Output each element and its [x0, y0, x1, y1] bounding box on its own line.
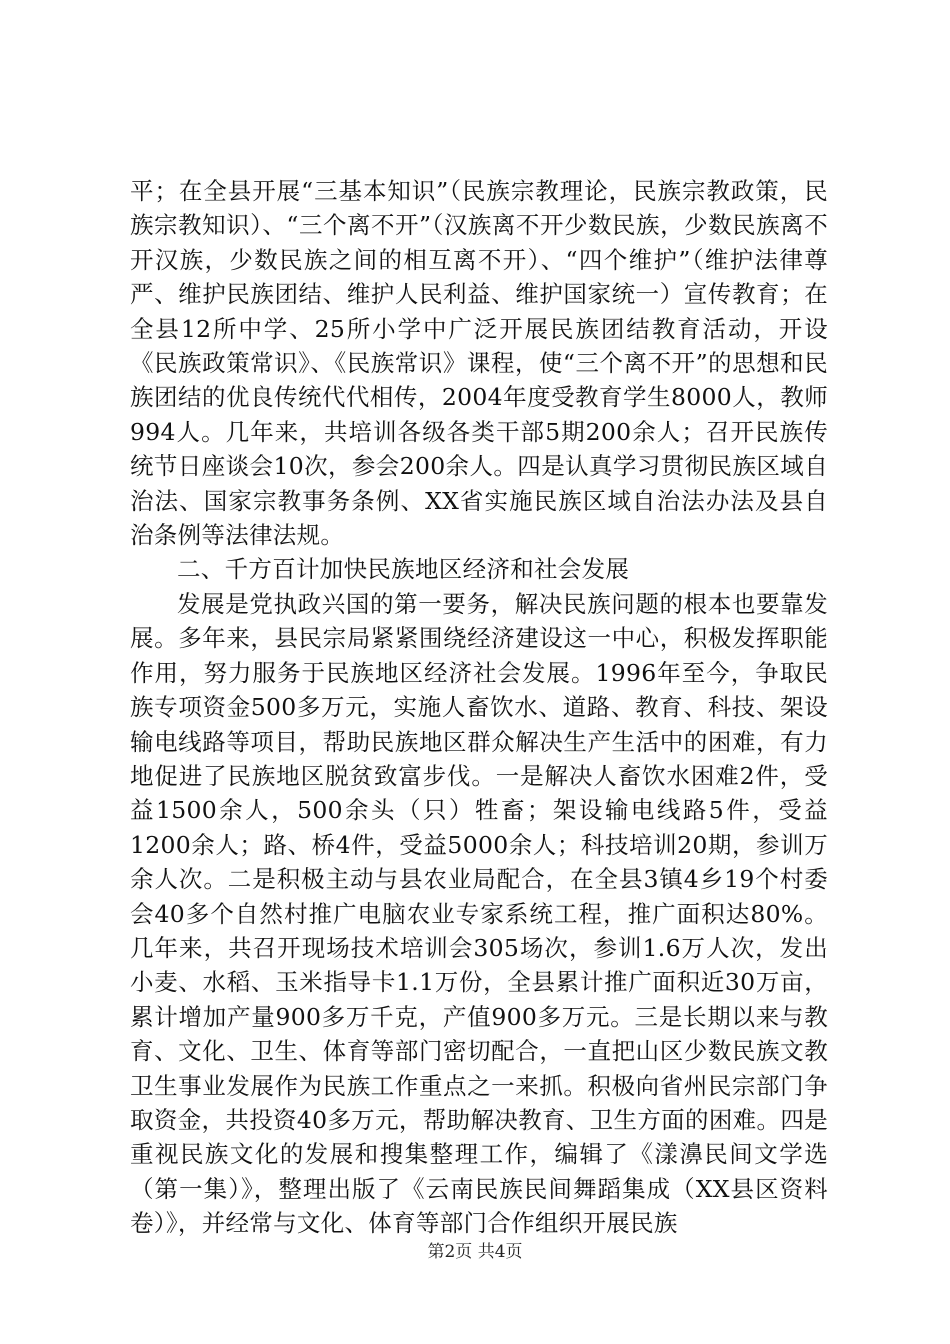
document-body — [130, 174, 828, 1241]
section-heading: 二、千方百计加快民族地区经济和社会发展 — [177, 555, 630, 584]
paragraph-continuation: 平；在全县开展“三基本知识”（民族宗教理论，民族宗教政策，民族宗教知识）、“三个离不开”（汉族离不开少数民族，少数民族离不开汉族，少数民族之间的相互离不开）、“四个维护”（维护法律尊严、维护民族团结、维护人民利益、维护国家统一）宣传教育；在全县12所中学、25所小学中广泛开展民族团结教育活动，开设《民族政策常识》、《民族常识》课程，使“三个离不开”的思想和民族团结的优良传统代代相传，2004年度受教育学生8000人，教师994人。几年来，共培训各级各类干部5期200余人；召开民族传统节日座谈会10次，参会200余人。四是认真学习贯彻民族区域自治法、国家宗教事务条例、XX省实施民族区域自治法办法及县自治条例等法律法规。 — [130, 177, 828, 550]
page-footer: 第2页 共4页 — [427, 1242, 523, 1262]
paragraph-development: 发展是党执政兴国的第一要务，解决民族问题的根本也要靠发展。多年来，县民宗局紧紧围绕经济建设这一中心，积极发挥职能作用，努力服务于民族地区经济社会发展。1996年至今，争取民族专项资金500多万元，实施人畜饮水、道路、教育、科技、架设输电线路等项目，帮助民族地区群众解决生产生活中的困难，有力地促进了民族地区脱贫致富步伐。一是解决人畜饮水困难2件，受益1500余人，500余头（只）牲畜；架设输电线路5件，受益1200余人；路、桥4件，受益5000余人；科技培训20期，参训万余人次。二是积极主动与县农业局配合，在全县3镇4乡19个村委会40多个自然村推广电脑农业专家系统工程，推广面积达80%。几年来，共召开现场技术培训会305场次，参训1.6万人次，发出小麦、水稻、玉米指导卡1.1万份，全县累计推广面积近30万亩，累计增加产量900多万千克，产值900多万元。三是长期以来与教育、文化、卫生、体育等部门密切配合，一直把山区少数民族文教卫生事业发展作为民族工作重点之一来抓。积极向省州民宗部门争取资金，共投资40多万元，帮助解决教育、卫生方面的困难。四是重视民族文化的发展和搜集整理工作，编辑了《漾濞民间文学选（第一集）》，整理出版了《云南民族民间舞蹈集成（XX县区资料卷）》，并经常与文化、体育等部门合作组织开展民族 — [130, 589, 828, 1238]
